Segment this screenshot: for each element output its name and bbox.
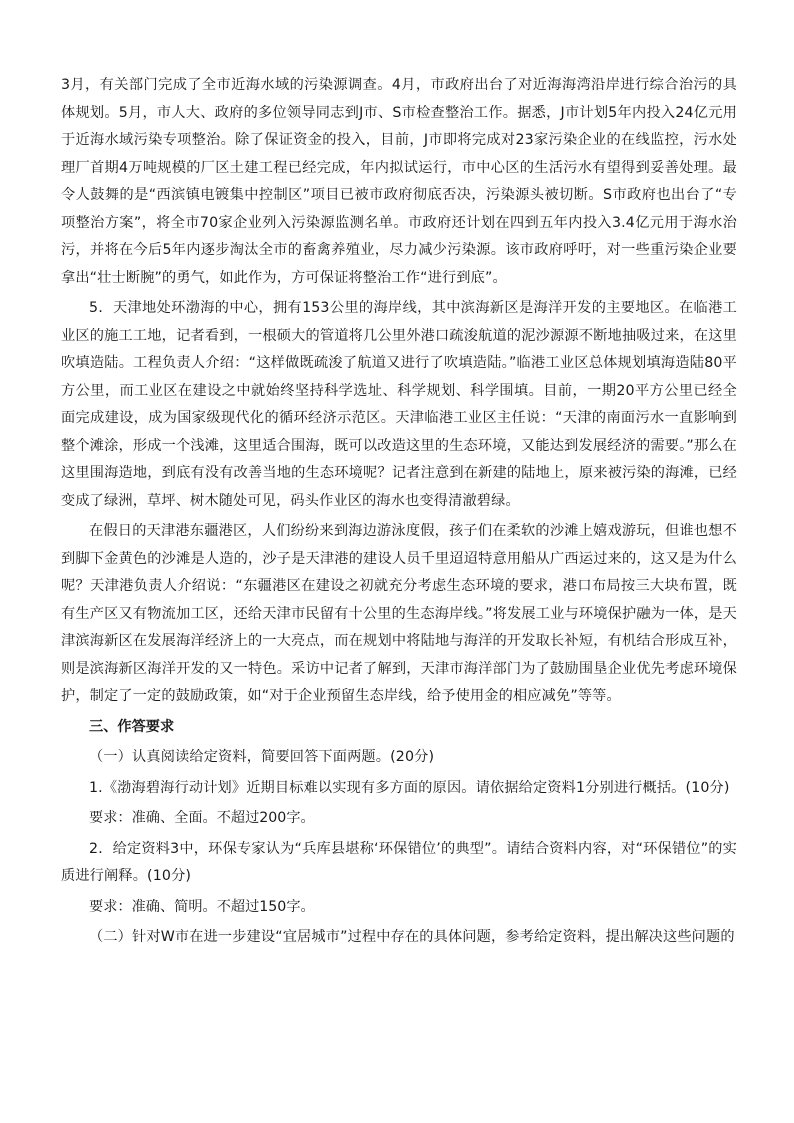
paragraph-tianjin-coast: 5．天津地处环渤海的中心，拥有153公里的海岸线，其中滨海新区是海洋开发的主要地区。在临港工业区的施工工地，记者看到，一根硕大的管道将几公里外港口疏浚航道的泥沙源源不断地抽吸过来，在这里吹填造陆。工程负责人介绍：“这样做既疏浚了航道又进行了吹填造陆。”临港工业区总体规划填海造陆80平方公里，而工业区在建设之中就始终坚持科学选址、科学规划、科学围填。目前，一期20平方公里已经全面完成建设，成为国家级现代化的循环经济示范区。天津临港工业区主任说：“天津的南面污水一直影响到整个滩涂，形成一个浅滩，这里适合围海，既可以改造这里的生态环境，又能达到发展经济的需要。”那么在这里围海造地，到底有没有改善当地的生态环境呢？记者注意到在新建的陆地上，原来被污染的海滩，已经变成了绿洲，草坪、树木随处可见，码头作业区的海水也变得清澈碧绿。 [61, 300, 737, 509]
question-group-2: （二）针对W市在进一步建设“宜居城市”过程中存在的具体问题，参考给定资料，提出解决这些问题的 [89, 929, 735, 945]
paragraph-dongjiang-port: 在假日的天津港东疆港区，人们纷纷来到海边游泳度假，孩子们在柔软的沙滩上嬉戏游玩，但谁也想不到脚下金黄色的沙滩是人造的，沙子是天津港的建设人员千里迢迢特意用船从广西运过来的，这又是为什么呢？天津港负责人介绍说：“东疆港区在建设之初就充分考虑生态环境的要求，港口布局按三大块布置，既有生产区又有物流加工区，还给天津市民留有十公里的生态海岸线。”将发展工业与环境保护融为一体，是天津滨海新区在发展海洋经济上的一大亮点，而在规划中将陆地与海洋的开发取长补短，有机结合形成互补，则是滨海新区海洋开发的又一特色。采访中记者了解到，天津市海洋部门为了鼓励围垦企业优先考虑环境保护，制定了一定的鼓励政策，如“对于企业预留生态岸线，给予使用金的相应减免”等等。 [61, 523, 737, 704]
document-page [61, 72, 737, 952]
question-2-requirement: 要求：准确、简明。不超过150字。 [89, 898, 315, 915]
question-group-1: （一）认真阅读给定资料，简要回答下面两题。(20分) [89, 749, 435, 765]
section-heading: 三、作答要求 [89, 718, 175, 735]
question-1: 1.《渤海碧海行动计划》近期目标难以实现有多方面的原因。请依据给定资料1分别进行概括。(10分) [89, 779, 730, 796]
question-1-requirement: 要求：准确、全面。不超过200字。 [89, 810, 315, 826]
paragraph-continuation: 3月，有关部门完成了全市近海水域的污染源调查。4月，市政府出台了对近海海湾沿岸进行综合治污的具体规划。5月，市人大、政府的多位领导同志到J市、S市检查整治工作。据悉，J市计划5年内投入24亿元用于近海水域污染专项整治。除了保证资金的投入，目前，J市即将完成对23家污染企业的在线监控，污水处理厂首期4万吨规模的厂区土建工程已经完成，年内拟试运行，市中心区的生活污水有望得到妥善处理。最令人鼓舞的是“西滨镇电镀集中控制区”项目已被市政府彻底否决，污染源头被切断。S市政府也出台了“专项整治方案”，将全市70家企业列入污染源监测名单。市政府还计划在四到五年内投入3.4亿元用于海水治污，并将在今后5年内逐步淘汰全市的畜禽养殖业，尽力减少污染源。该市政府呼吁，对一些重污染企业要拿出“壮士断腕”的勇气，如此作为，方可保证将整治工作“进行到底”。 [61, 77, 737, 286]
question-2: 2．给定资料3中，环保专家认为“兵库县堪称‘环保错位’的典型”。请结合资料内容，对“环保错位”的实质进行阐释。(10分) [61, 840, 737, 884]
